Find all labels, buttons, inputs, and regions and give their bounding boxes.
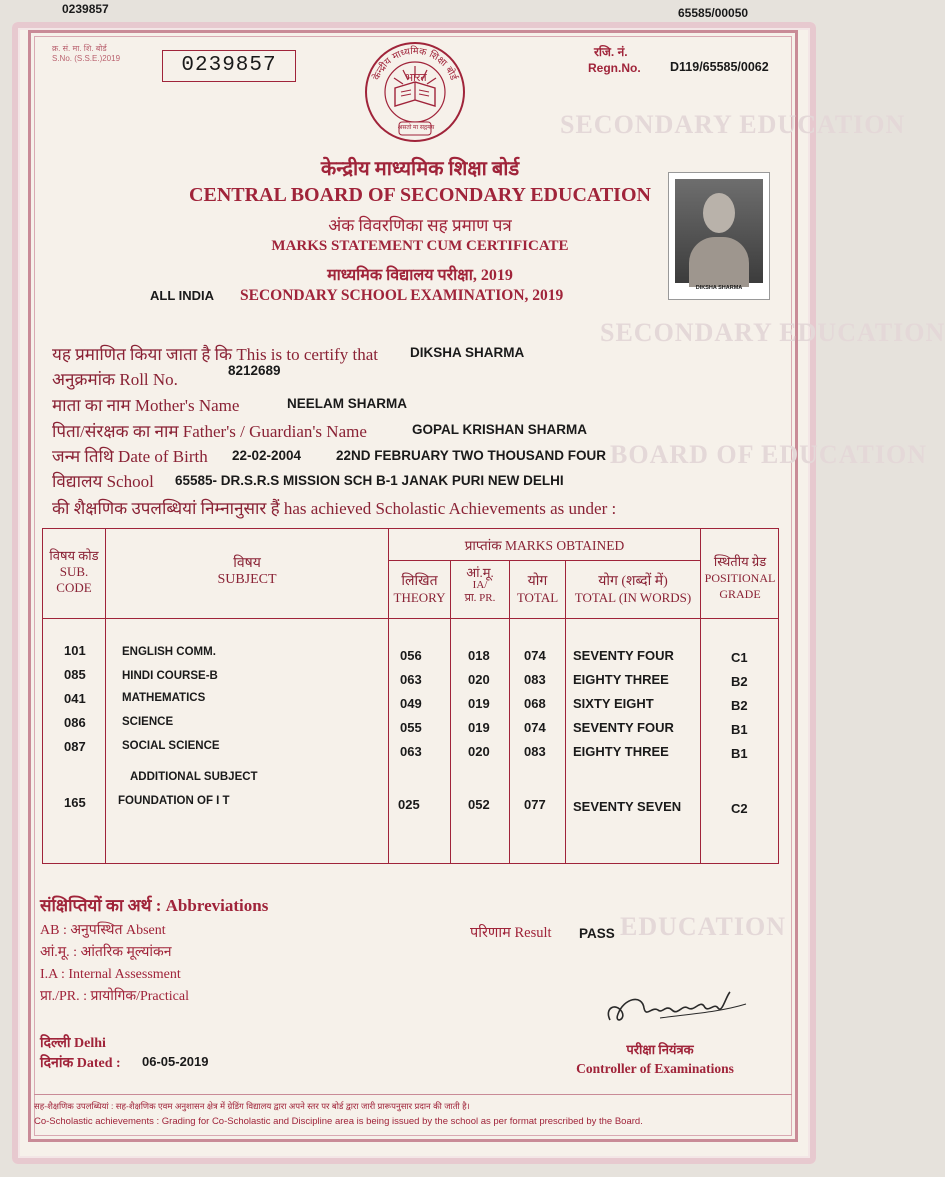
board-name-hindi: केन्द्रीय माध्यमिक शिक्षा बोर्ड (320, 158, 520, 180)
co-scholastic-note-hindi: सह-शैक्षणिक उपलब्धियां : सह-शैक्षणिक एवम अनुशासन क्षेत्र में ग्रेडिंग विद्यालय द्वारा अपने स्तर पर बोर्ड द्वारा जारी प्रारूपनुसार प्रदान की जाती है। (34, 1101, 470, 1111)
exam-title-hindi: माध्यमिक विद्यालय परीक्षा, 2019 (327, 267, 513, 284)
header-subject: विषय SUBJECT (217, 556, 277, 587)
photo-caption: DIKSHA SHARMA (695, 285, 743, 291)
exam-title-english: SECONDARY SCHOOL EXAMINATION, 2019 (240, 287, 564, 304)
exam-scope: ALL INDIA (150, 288, 215, 303)
regn-label: रजि. नं. Regn.No. (588, 45, 641, 75)
issue-date: 06-05-2019 (142, 1054, 209, 1069)
controller-title-english: Controller of Examinations (576, 1061, 734, 1076)
mother-name: NEELAM SHARMA (287, 396, 407, 411)
emblem-motto: असतो मा सद्गमय (397, 125, 435, 131)
co-scholastic-note-english: Co-Scholastic achievements : Grading for Co-Scholastic and Discipline area is being issued by the school as per format prescribed by the Board. (34, 1116, 643, 1127)
document-title-hindi: अंक विवरणिका सह प्रमाण पत्र (328, 216, 512, 235)
dated-label: दिनांक Dated : (40, 1056, 121, 1071)
regn-number: D119/65585/0062 (670, 60, 769, 74)
student-photo (668, 172, 770, 300)
watermark: SECONDARY EDUCATION (560, 110, 906, 139)
father-label: पिता/संरक्षक का नाम Father's / Guardian's Name (52, 422, 367, 441)
header-positional-grade: स्थितीय ग्रेड POSITIONAL GRADE (704, 554, 776, 601)
serial-number-box: 0239857 (162, 50, 296, 82)
roll-label: अनुक्रमांक Roll No. (52, 370, 178, 389)
emblem-bottom-text: भारत (405, 72, 427, 84)
result-value: PASS (579, 926, 615, 941)
dob-words: 22ND FEBRUARY TWO THOUSAND FOUR (336, 448, 607, 463)
header-total: योग TOTAL (516, 574, 559, 605)
school-name: 65585- DR.S.R.S MISSION SCH B-1 JANAK PURI NEW DELHI (175, 473, 564, 488)
board-name-english: CENTRAL BOARD OF SECONDARY EDUCATION (189, 184, 651, 206)
watermark: BOARD OF EDUCATION (610, 440, 928, 469)
controller-signature (600, 984, 760, 1034)
top-left-serial: 0239857 (62, 2, 109, 16)
watermark: SECONDARY EDUCATION (600, 318, 945, 347)
header-marks-obtained: प्राप्तांक MARKS OBTAINED (464, 538, 625, 553)
additional-subject-label: ADDITIONAL SUBJECT (130, 771, 258, 783)
certify-label: यह प्रमाणित किया जाता है कि This is to certify that (52, 345, 378, 364)
mother-label: माता का नाम Mother's Name (52, 396, 240, 415)
header-ia-pr: आं.मू. IA/ प्रा. PR. (464, 565, 496, 604)
watermark: EDUCATION (620, 912, 786, 941)
abbreviations-list: AB : अनुपस्थित Absent आं.मू. : आंतरिक मूल्यांकन I.A : Internal Assessment प्रा./PR. : प्रायोगिक/Practical (40, 923, 189, 1004)
signature-icon (600, 984, 760, 1034)
achievements-label: की शैक्षणिक उपलब्धियां निम्नानुसार हैं has achieved Scholastic Achievements as under : (52, 499, 617, 518)
place: दिल्ली Delhi (40, 1036, 106, 1051)
school-label: विद्यालय School (52, 472, 154, 491)
abbreviations-title: संक्षिप्तियों का अर्थ : Abbreviations (40, 896, 269, 915)
header-total-words: योग (शब्दों में) TOTAL (IN WORDS) (574, 574, 692, 605)
dob-value: 22-02-2004 (232, 448, 302, 463)
serial-box-label: क्र. सं. मा. शि. बोर्ड S.No. (S.S.E.)2019 (52, 44, 121, 63)
controller-title-hindi: परीक्षा नियंत्रक (626, 1042, 694, 1057)
roll-number: 8212689 (228, 363, 281, 378)
header-sub-code: विषय कोड SUB. CODE (49, 548, 99, 595)
header-theory: लिखित THEORY (393, 574, 446, 605)
top-right-serial: 65585/00050 (678, 6, 749, 20)
result-label: परिणाम Result (470, 925, 552, 941)
student-name: DIKSHA SHARMA (410, 345, 525, 360)
father-name: GOPAL KRISHAN SHARMA (412, 422, 588, 437)
svg-text:केन्द्रीय माध्यमिक शिक्षा बोर्: केन्द्रीय माध्यमिक शिक्षा बोर्ड (371, 45, 459, 82)
dob-label: जन्म तिथि Date of Birth (52, 447, 208, 466)
document-title-english: MARKS STATEMENT CUM CERTIFICATE (271, 238, 569, 254)
